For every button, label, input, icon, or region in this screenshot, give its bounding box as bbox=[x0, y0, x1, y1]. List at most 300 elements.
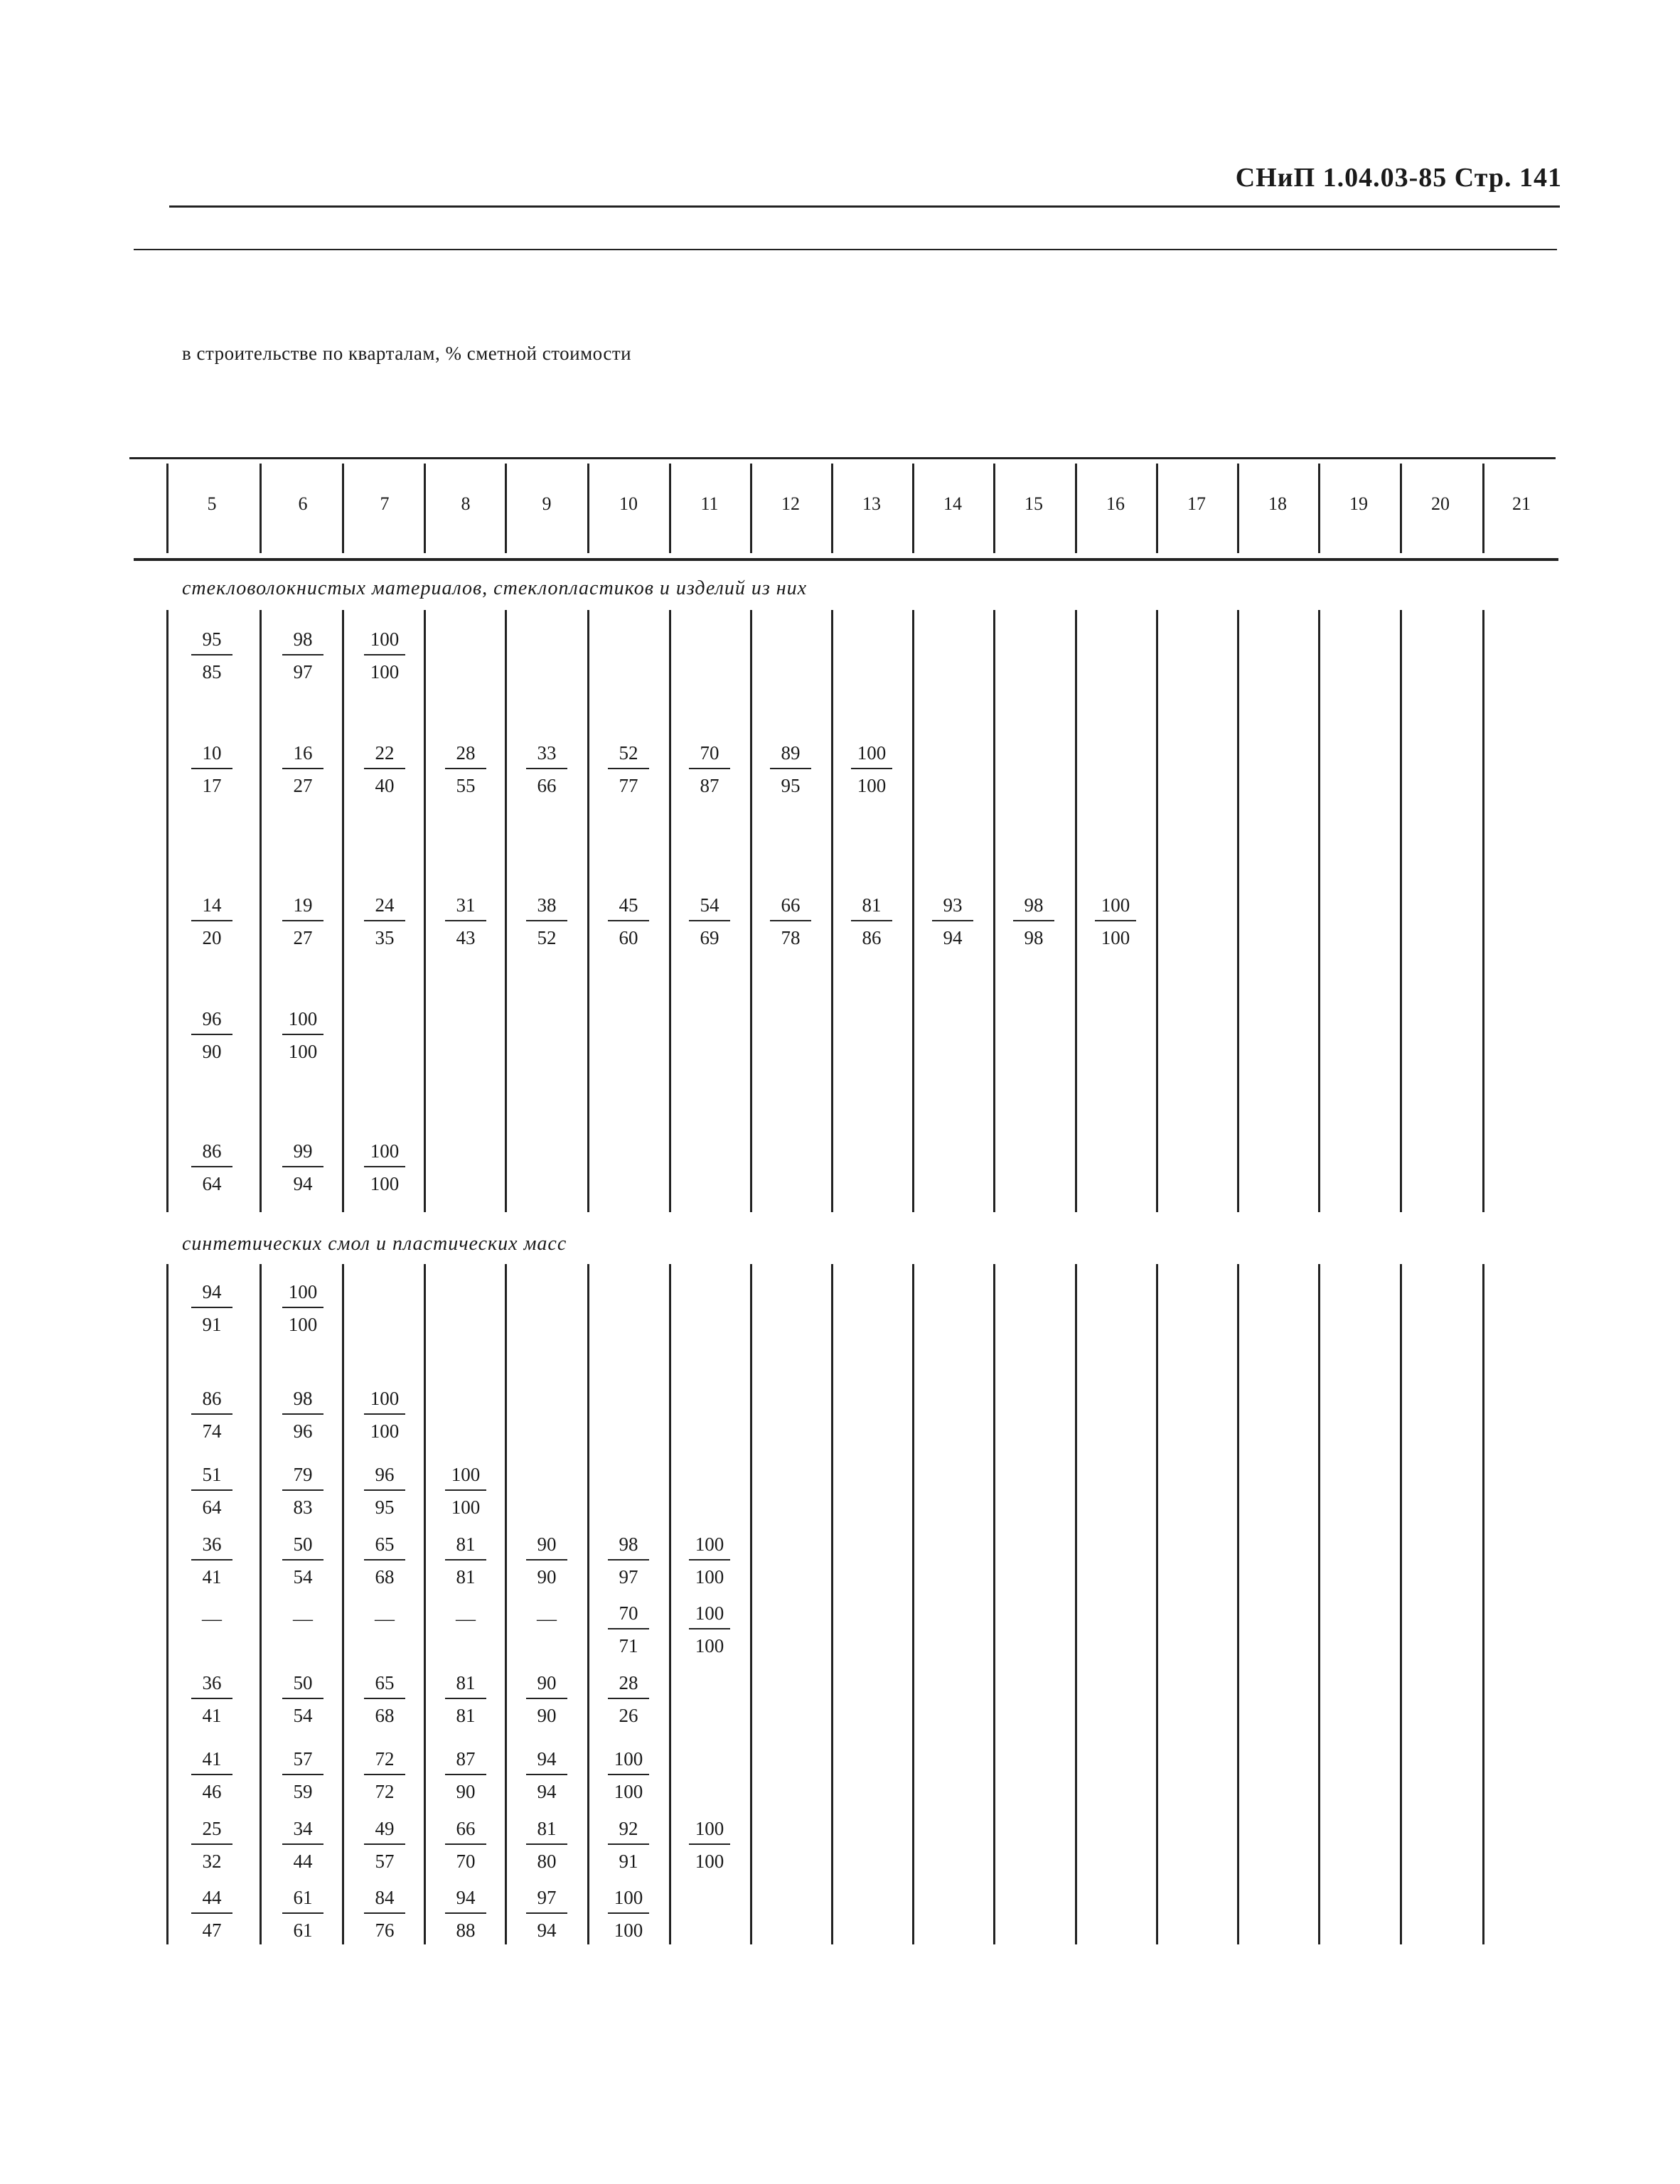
fraction-bar bbox=[689, 920, 730, 921]
fraction-numerator: 10 bbox=[202, 742, 222, 764]
fraction-bar bbox=[191, 1774, 232, 1775]
fraction-denominator: 81 bbox=[456, 1705, 476, 1726]
fraction-numerator: 36 bbox=[202, 1672, 222, 1693]
column-header-21: 21 bbox=[1512, 493, 1531, 514]
fraction-denominator: 69 bbox=[700, 927, 719, 948]
fraction-numerator: 28 bbox=[619, 1672, 638, 1693]
fraction-cell bbox=[171, 894, 253, 948]
fraction-cell bbox=[171, 1008, 253, 1062]
fraction-cell bbox=[587, 1533, 670, 1588]
fraction-denominator: 100 bbox=[370, 661, 400, 682]
fraction-numerator: 100 bbox=[695, 1602, 724, 1624]
fraction-denominator: 68 bbox=[375, 1705, 395, 1726]
header-divider bbox=[342, 464, 344, 553]
column-header-13: 13 bbox=[862, 493, 881, 514]
column-header-6: 6 bbox=[298, 493, 308, 514]
fraction-bar bbox=[526, 1698, 567, 1699]
fraction-numerator: 81 bbox=[456, 1672, 476, 1693]
fraction-denominator: 94 bbox=[293, 1173, 313, 1194]
header-divider bbox=[1075, 464, 1077, 553]
fraction-cell bbox=[505, 1818, 588, 1872]
header-divider bbox=[1237, 464, 1239, 553]
fraction-bar bbox=[526, 1774, 567, 1775]
fraction-numerator: 96 bbox=[202, 1008, 222, 1029]
fraction-cell bbox=[171, 1748, 253, 1802]
header-divider bbox=[505, 464, 507, 553]
fraction-bar bbox=[608, 1698, 649, 1699]
fraction-denominator: 57 bbox=[375, 1851, 395, 1872]
fraction-denominator: 47 bbox=[202, 1920, 222, 1941]
fraction-denominator: 52 bbox=[537, 927, 557, 948]
empty-value-dash: — bbox=[456, 1608, 476, 1630]
column-header-7: 7 bbox=[380, 493, 390, 514]
fraction-cell bbox=[171, 1281, 253, 1335]
fraction-denominator: 85 bbox=[202, 661, 222, 682]
column-divider bbox=[166, 610, 168, 1212]
fraction-denominator: 100 bbox=[614, 1781, 643, 1802]
fraction-numerator: 90 bbox=[537, 1533, 557, 1555]
fraction-cell bbox=[668, 1602, 751, 1656]
column-divider bbox=[1318, 1264, 1320, 1944]
fraction-bar bbox=[191, 1698, 232, 1699]
fraction-bar bbox=[445, 1559, 486, 1561]
fraction-bar bbox=[689, 768, 730, 769]
fraction-denominator: 90 bbox=[456, 1781, 476, 1802]
fraction-numerator: 34 bbox=[293, 1818, 313, 1839]
fraction-denominator: 43 bbox=[456, 927, 476, 948]
fraction-denominator: 100 bbox=[288, 1041, 318, 1062]
fraction-cell bbox=[424, 1887, 507, 1941]
fraction-bar bbox=[282, 654, 323, 655]
fraction-denominator: 66 bbox=[537, 775, 557, 796]
column-divider bbox=[912, 1264, 914, 1944]
column-divider bbox=[993, 1264, 995, 1944]
second-rule bbox=[134, 249, 1557, 250]
fraction-cell bbox=[171, 628, 253, 682]
fraction-bar bbox=[282, 1307, 323, 1308]
fraction-cell bbox=[262, 1748, 344, 1802]
fraction-cell bbox=[424, 1464, 507, 1518]
fraction-bar bbox=[608, 1912, 649, 1914]
column-divider bbox=[1400, 610, 1402, 1212]
fraction-numerator: 45 bbox=[619, 894, 638, 916]
fraction-bar bbox=[191, 768, 232, 769]
fraction-bar bbox=[1013, 920, 1054, 921]
fraction-bar bbox=[770, 768, 811, 769]
fraction-cell bbox=[505, 1533, 588, 1588]
fraction-numerator: 100 bbox=[288, 1281, 318, 1302]
fraction-numerator: 96 bbox=[375, 1464, 395, 1485]
fraction-denominator: 100 bbox=[695, 1566, 724, 1588]
fraction-cell bbox=[505, 1887, 588, 1941]
fraction-denominator: 97 bbox=[619, 1566, 638, 1588]
fraction-cell bbox=[262, 1464, 344, 1518]
fraction-cell bbox=[668, 1818, 751, 1872]
fraction-cell bbox=[1074, 894, 1157, 948]
fraction-cell bbox=[911, 894, 994, 948]
fraction-bar bbox=[526, 1912, 567, 1914]
fraction-bar bbox=[689, 1559, 730, 1561]
fraction-numerator: 99 bbox=[293, 1140, 313, 1162]
fraction-cell bbox=[993, 894, 1075, 948]
fraction-bar bbox=[608, 1774, 649, 1775]
fraction-denominator: 94 bbox=[943, 927, 963, 948]
fraction-cell bbox=[262, 1008, 344, 1062]
header-divider bbox=[1156, 464, 1158, 553]
fraction-numerator: 81 bbox=[456, 1533, 476, 1555]
fraction-bar bbox=[282, 1774, 323, 1775]
fraction-numerator: 22 bbox=[375, 742, 395, 764]
fraction-denominator: 41 bbox=[202, 1705, 222, 1726]
fraction-bar bbox=[445, 1774, 486, 1775]
fraction-denominator: 87 bbox=[700, 775, 719, 796]
fraction-bar bbox=[364, 768, 405, 769]
fraction-numerator: 51 bbox=[202, 1464, 222, 1485]
fraction-denominator: 83 bbox=[293, 1497, 313, 1518]
fraction-cell bbox=[171, 1388, 253, 1442]
fraction-cell bbox=[343, 1388, 426, 1442]
fraction-numerator: 94 bbox=[202, 1281, 222, 1302]
fraction-denominator: 20 bbox=[202, 927, 222, 948]
column-header-12: 12 bbox=[781, 493, 800, 514]
column-divider bbox=[1237, 1264, 1239, 1944]
fraction-cell bbox=[587, 1887, 670, 1941]
fraction-cell bbox=[668, 1533, 751, 1588]
fraction-numerator: 61 bbox=[293, 1887, 313, 1908]
fraction-denominator: 40 bbox=[375, 775, 395, 796]
fraction-cell bbox=[343, 894, 426, 948]
fraction-cell bbox=[424, 1533, 507, 1588]
column-header-17: 17 bbox=[1187, 493, 1206, 514]
fraction-numerator: 44 bbox=[202, 1887, 222, 1908]
fraction-denominator: 78 bbox=[781, 927, 801, 948]
fraction-bar bbox=[191, 1912, 232, 1914]
fraction-bar bbox=[770, 920, 811, 921]
fraction-numerator: 94 bbox=[456, 1887, 476, 1908]
fraction-bar bbox=[1095, 920, 1136, 921]
fraction-denominator: 35 bbox=[375, 927, 395, 948]
fraction-denominator: 100 bbox=[370, 1420, 400, 1442]
fraction-numerator: 49 bbox=[375, 1818, 395, 1839]
fraction-denominator: 60 bbox=[619, 927, 638, 948]
fraction-denominator: 86 bbox=[862, 927, 882, 948]
fraction-denominator: 68 bbox=[375, 1566, 395, 1588]
fraction-denominator: 72 bbox=[375, 1781, 395, 1802]
column-divider bbox=[831, 1264, 833, 1944]
column-divider bbox=[1482, 610, 1484, 1212]
fraction-bar bbox=[608, 920, 649, 921]
column-divider bbox=[1482, 1264, 1484, 1944]
header-divider bbox=[669, 464, 671, 553]
fraction-numerator: 86 bbox=[202, 1140, 222, 1162]
fraction-denominator: 94 bbox=[537, 1781, 557, 1802]
fraction-cell bbox=[262, 1818, 344, 1872]
fraction-cell bbox=[171, 1464, 253, 1518]
fraction-numerator: 54 bbox=[700, 894, 719, 916]
top-rule bbox=[169, 205, 1560, 208]
empty-value-dash: — bbox=[375, 1608, 395, 1630]
fraction-numerator: 50 bbox=[293, 1533, 313, 1555]
fraction-bar bbox=[191, 920, 232, 921]
column-divider bbox=[1237, 610, 1239, 1212]
fraction-bar bbox=[191, 1489, 232, 1491]
fraction-numerator: 81 bbox=[862, 894, 882, 916]
fraction-bar bbox=[282, 768, 323, 769]
fraction-numerator: 33 bbox=[537, 742, 557, 764]
fraction-numerator: 98 bbox=[293, 628, 313, 650]
fraction-numerator: 100 bbox=[370, 1140, 400, 1162]
fraction-bar bbox=[445, 1843, 486, 1845]
fraction-bar bbox=[191, 1166, 232, 1167]
fraction-bar bbox=[191, 1034, 232, 1035]
column-header-20: 20 bbox=[1431, 493, 1450, 514]
fraction-denominator: 32 bbox=[202, 1851, 222, 1872]
fraction-denominator: 100 bbox=[288, 1314, 318, 1335]
fraction-denominator: 91 bbox=[619, 1851, 638, 1872]
fraction-denominator: 90 bbox=[537, 1705, 557, 1726]
fraction-bar bbox=[282, 1912, 323, 1914]
fraction-cell bbox=[171, 1533, 253, 1588]
fraction-cell bbox=[343, 1533, 426, 1588]
fraction-bar bbox=[445, 1489, 486, 1491]
fraction-denominator: 74 bbox=[202, 1420, 222, 1442]
fraction-numerator: 89 bbox=[781, 742, 801, 764]
fraction-bar bbox=[191, 1413, 232, 1415]
fraction-cell bbox=[424, 742, 507, 796]
fraction-numerator: 66 bbox=[781, 894, 801, 916]
fraction-bar bbox=[191, 1559, 232, 1561]
fraction-numerator: 36 bbox=[202, 1533, 222, 1555]
fraction-bar bbox=[608, 1628, 649, 1629]
fraction-cell bbox=[749, 894, 832, 948]
fraction-cell bbox=[171, 742, 253, 796]
fraction-cell bbox=[424, 1672, 507, 1726]
header-divider bbox=[260, 464, 262, 553]
fraction-bar bbox=[282, 920, 323, 921]
fraction-denominator: 100 bbox=[695, 1851, 724, 1872]
column-header-9: 9 bbox=[542, 493, 552, 514]
empty-value-dash: — bbox=[293, 1608, 313, 1630]
column-header-8: 8 bbox=[461, 493, 471, 514]
fraction-bar bbox=[932, 920, 973, 921]
fraction-cell bbox=[668, 894, 751, 948]
fraction-cell bbox=[262, 1887, 344, 1941]
fraction-cell bbox=[830, 742, 913, 796]
page-header: СНиП 1.04.03-85 Стр. 141 bbox=[1235, 163, 1562, 193]
column-header-14: 14 bbox=[943, 493, 962, 514]
fraction-denominator: 100 bbox=[695, 1635, 724, 1656]
fraction-cell bbox=[424, 894, 507, 948]
fraction-numerator: 66 bbox=[456, 1818, 476, 1839]
fraction-bar bbox=[282, 1166, 323, 1167]
fraction-numerator: 93 bbox=[943, 894, 963, 916]
fraction-bar bbox=[851, 768, 892, 769]
fraction-bar bbox=[689, 1843, 730, 1845]
fraction-denominator: 96 bbox=[293, 1420, 313, 1442]
fraction-numerator: 97 bbox=[537, 1887, 557, 1908]
fraction-numerator: 65 bbox=[375, 1533, 395, 1555]
fraction-bar bbox=[191, 1843, 232, 1845]
fraction-numerator: 57 bbox=[293, 1748, 313, 1770]
fraction-bar bbox=[364, 1166, 405, 1167]
fraction-denominator: 59 bbox=[293, 1781, 313, 1802]
fraction-denominator: 26 bbox=[619, 1705, 638, 1726]
header-divider bbox=[831, 464, 833, 553]
header-divider bbox=[1318, 464, 1320, 553]
fraction-cell bbox=[587, 742, 670, 796]
fraction-numerator: 100 bbox=[614, 1748, 643, 1770]
fraction-numerator: 100 bbox=[370, 1388, 400, 1409]
fraction-denominator: 97 bbox=[293, 661, 313, 682]
fraction-bar bbox=[526, 1559, 567, 1561]
fraction-bar bbox=[364, 1843, 405, 1845]
column-divider bbox=[1318, 610, 1320, 1212]
fraction-numerator: 100 bbox=[370, 628, 400, 650]
fraction-cell bbox=[343, 1887, 426, 1941]
fraction-denominator: 100 bbox=[614, 1920, 643, 1941]
fraction-cell bbox=[262, 628, 344, 682]
column-header-10: 10 bbox=[619, 493, 638, 514]
fraction-numerator: 38 bbox=[537, 894, 557, 916]
fraction-cell bbox=[343, 1818, 426, 1872]
fraction-cell bbox=[262, 1281, 344, 1335]
fraction-numerator: 52 bbox=[619, 742, 638, 764]
fraction-bar bbox=[445, 1698, 486, 1699]
column-divider bbox=[1400, 1264, 1402, 1944]
fraction-bar bbox=[282, 1843, 323, 1845]
column-header-15: 15 bbox=[1024, 493, 1043, 514]
fraction-cell bbox=[587, 1672, 670, 1726]
fraction-cell bbox=[343, 1464, 426, 1518]
fraction-cell bbox=[262, 1672, 344, 1726]
fraction-cell bbox=[262, 1388, 344, 1442]
header-divider bbox=[912, 464, 914, 553]
section-title: стекловолокнистых материалов, стеклопластиков и изделий из них bbox=[182, 577, 808, 599]
fraction-numerator: 92 bbox=[619, 1818, 638, 1839]
fraction-denominator: 90 bbox=[537, 1566, 557, 1588]
fraction-bar bbox=[608, 768, 649, 769]
fraction-bar bbox=[851, 920, 892, 921]
header-divider bbox=[166, 464, 168, 553]
fraction-cell bbox=[343, 1140, 426, 1194]
fraction-cell bbox=[262, 1140, 344, 1194]
fraction-numerator: 100 bbox=[695, 1533, 724, 1555]
fraction-cell bbox=[262, 742, 344, 796]
fraction-cell bbox=[505, 1748, 588, 1802]
fraction-bar bbox=[282, 1489, 323, 1491]
fraction-cell bbox=[171, 1818, 253, 1872]
fraction-bar bbox=[364, 654, 405, 655]
fraction-numerator: 14 bbox=[202, 894, 222, 916]
header-divider bbox=[1482, 464, 1484, 553]
fraction-denominator: 27 bbox=[293, 927, 313, 948]
header-divider bbox=[993, 464, 995, 553]
column-divider bbox=[1075, 1264, 1077, 1944]
fraction-bar bbox=[689, 1628, 730, 1629]
fraction-numerator: 100 bbox=[451, 1464, 481, 1485]
fraction-bar bbox=[364, 1489, 405, 1491]
fraction-bar bbox=[608, 1843, 649, 1845]
fraction-denominator: 71 bbox=[619, 1635, 638, 1656]
fraction-bar bbox=[364, 1698, 405, 1699]
fraction-numerator: 100 bbox=[857, 742, 887, 764]
fraction-cell bbox=[424, 1818, 507, 1872]
fraction-numerator: 70 bbox=[619, 1602, 638, 1624]
table-subtitle: в строительстве по кварталам, % сметной стоимости bbox=[182, 343, 632, 364]
fraction-cell bbox=[343, 742, 426, 796]
fraction-denominator: 54 bbox=[293, 1566, 313, 1588]
fraction-bar bbox=[282, 1559, 323, 1561]
fraction-bar bbox=[282, 1413, 323, 1415]
section-title: синтетических смол и пластических масс bbox=[182, 1233, 567, 1255]
fraction-numerator: 41 bbox=[202, 1748, 222, 1770]
fraction-bar bbox=[526, 768, 567, 769]
fraction-bar bbox=[191, 654, 232, 655]
fraction-numerator: 100 bbox=[614, 1887, 643, 1908]
fraction-denominator: 91 bbox=[202, 1314, 222, 1335]
fraction-denominator: 64 bbox=[202, 1173, 222, 1194]
fraction-bar bbox=[364, 1559, 405, 1561]
column-divider bbox=[1156, 1264, 1158, 1944]
fraction-denominator: 80 bbox=[537, 1851, 557, 1872]
fraction-denominator: 64 bbox=[202, 1497, 222, 1518]
fraction-numerator: 95 bbox=[202, 628, 222, 650]
fraction-cell bbox=[262, 1533, 344, 1588]
header-divider bbox=[1400, 464, 1402, 553]
fraction-denominator: 55 bbox=[456, 775, 476, 796]
fraction-numerator: 28 bbox=[456, 742, 476, 764]
fraction-bar bbox=[526, 1843, 567, 1845]
fraction-bar bbox=[526, 920, 567, 921]
fraction-bar bbox=[445, 1912, 486, 1914]
column-header-11: 11 bbox=[700, 493, 719, 514]
fraction-bar bbox=[282, 1034, 323, 1035]
fraction-cell bbox=[505, 1672, 588, 1726]
fraction-numerator: 84 bbox=[375, 1887, 395, 1908]
fraction-denominator: 77 bbox=[619, 775, 638, 796]
fraction-numerator: 81 bbox=[537, 1818, 557, 1839]
column-header-18: 18 bbox=[1268, 493, 1287, 514]
fraction-denominator: 95 bbox=[781, 775, 801, 796]
fraction-denominator: 90 bbox=[202, 1041, 222, 1062]
fraction-bar bbox=[445, 768, 486, 769]
fraction-cell bbox=[343, 628, 426, 682]
fraction-cell bbox=[587, 1818, 670, 1872]
fraction-denominator: 54 bbox=[293, 1705, 313, 1726]
fraction-cell bbox=[830, 894, 913, 948]
fraction-bar bbox=[608, 1559, 649, 1561]
fraction-cell bbox=[343, 1672, 426, 1726]
fraction-numerator: 31 bbox=[456, 894, 476, 916]
fraction-cell bbox=[668, 742, 751, 796]
column-divider bbox=[166, 1264, 168, 1944]
fraction-denominator: 100 bbox=[857, 775, 887, 796]
fraction-denominator: 81 bbox=[456, 1566, 476, 1588]
fraction-bar bbox=[282, 1698, 323, 1699]
fraction-bar bbox=[364, 920, 405, 921]
fraction-numerator: 79 bbox=[293, 1464, 313, 1485]
fraction-denominator: 70 bbox=[456, 1851, 476, 1872]
fraction-numerator: 72 bbox=[375, 1748, 395, 1770]
table-header-bottom-rule bbox=[134, 558, 1558, 561]
fraction-cell bbox=[171, 1672, 253, 1726]
fraction-denominator: 95 bbox=[375, 1497, 395, 1518]
fraction-cell bbox=[587, 1602, 670, 1656]
fraction-denominator: 100 bbox=[1101, 927, 1130, 948]
fraction-numerator: 24 bbox=[375, 894, 395, 916]
fraction-denominator: 94 bbox=[537, 1920, 557, 1941]
fraction-numerator: 19 bbox=[293, 894, 313, 916]
